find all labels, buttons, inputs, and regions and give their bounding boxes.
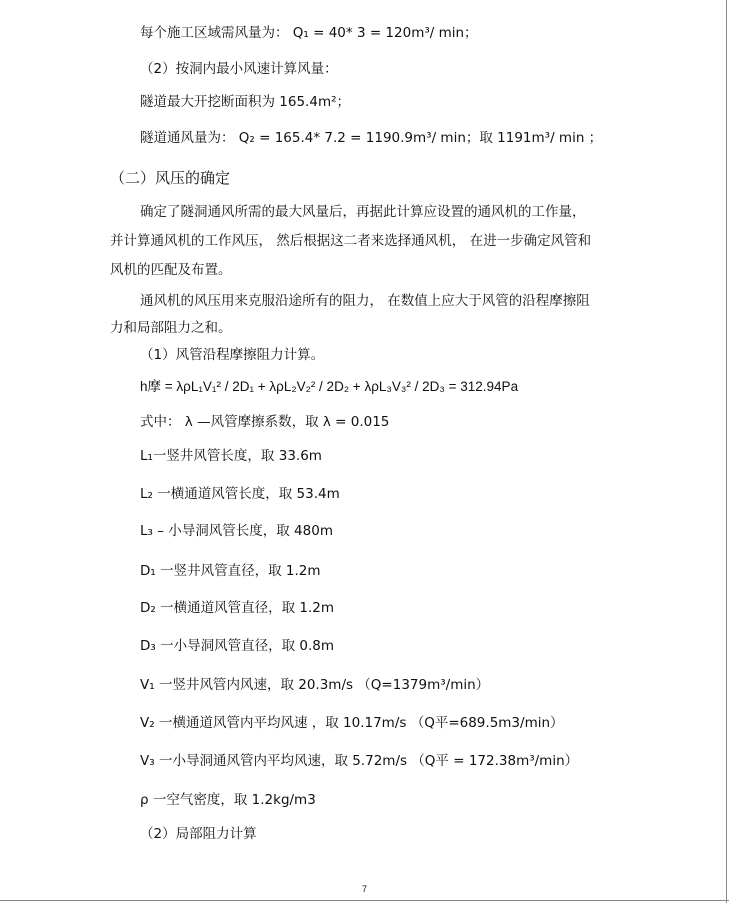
- text-line: 确定了隧洞通风所需的最大风量后，再据此计算应设置的通风机的工作量，: [140, 204, 586, 220]
- text-line: 并计算通风机的工作风压， 然后根据这二者来选择通风机， 在进一步确定风管和: [110, 233, 592, 249]
- text-line: 风机的匹配及布置。: [110, 262, 232, 278]
- text-line: L₁一竖井风管长度，取 33.6m: [140, 448, 322, 464]
- text-line: V₁ 一竖井风管内风速，取 20.3m/s （Q=1379m³/min）: [140, 677, 490, 693]
- text-line: （1）风管沿程摩擦阻力计算。: [140, 347, 325, 363]
- text-line: D₂ 一横通道风管直径，取 1.2m: [140, 600, 335, 616]
- text-line: 隧道最大开挖断面积为 165.4m²；: [140, 94, 351, 110]
- page-edge-right: [726, 0, 727, 903]
- text-line: 力和局部阻力之和。: [110, 320, 232, 336]
- text-line: D₁ 一竖井风管直径，取 1.2m: [140, 563, 321, 579]
- text-line: 通风机的风压用来克服沿途所有的阻力， 在数值上应大于风管的沿程摩擦阻: [140, 293, 590, 309]
- text-line: ρ 一空气密度，取 1.2kg/m3: [140, 792, 316, 808]
- text-line: 每个施工区域需风量为： Q₁ = 40* 3 = 120m³/ min；: [140, 25, 478, 41]
- text-line: （2）按洞内最小风速计算风量：: [140, 61, 338, 77]
- formula-line: h摩 = λρL₁V₁² / 2D₁ + λρL₂V₂² / 2D₂ + λρL₃V₃² / 2D₃ = 312.94Pa: [140, 379, 519, 394]
- text-line: V₃ 一小导洞通风管内平均风速，取 5.72m/s （Q平 = 172.38m³/min）: [140, 753, 579, 769]
- text-line: D₃ 一小导洞风管直径，取 0.8m: [140, 638, 335, 654]
- page-number: 7: [361, 884, 367, 894]
- text-line: L₂ 一横通道风管长度，取 53.4m: [140, 486, 340, 502]
- text-line: L₃ – 小导洞风管长度，取 480m: [140, 523, 333, 539]
- text-line: 式中： λ —风管摩擦系数，取 λ = 0.015: [140, 414, 390, 430]
- page-edge-bottom: [0, 900, 729, 901]
- text-line: 隧道通风量为： Q₂ = 165.4* 7.2 = 1190.9m³/ min；取 1191m³/ min ；: [140, 130, 603, 146]
- section-heading: （二）风压的确定: [110, 169, 231, 187]
- text-line: （2）局部阻力计算: [140, 826, 257, 842]
- text-line: V₂ 一横通道风管内平均风速 ，取 10.17m/s （Q平=689.5m3/min）: [140, 715, 564, 731]
